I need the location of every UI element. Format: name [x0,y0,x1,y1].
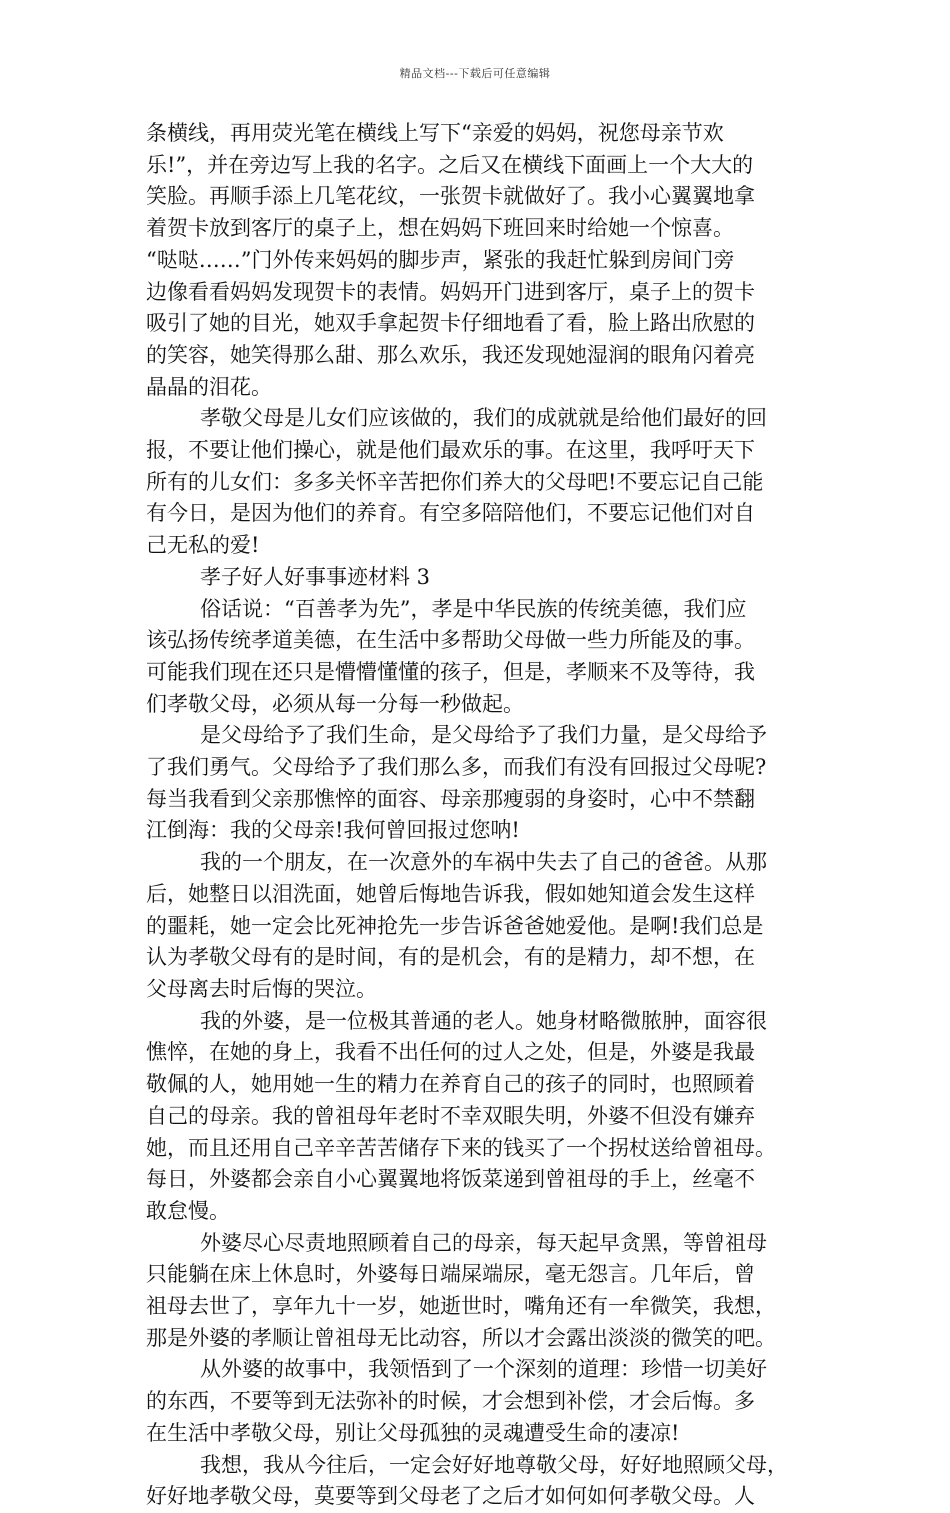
text-line: 在生活中孝敬父母，别让父母孤独的灵魂遭受生命的凄凉! [146,1420,680,1445]
text-line: 认为孝敬父母有的是时间，有的是机会，有的是精力，却不想，在 [146,945,755,970]
paragraph-first-line: 俗话说：“百善孝为先”，孝是中华民族的传统美德，我们应 [200,596,747,621]
text-line: 着贺卡放到客厅的桌子上，想在妈妈下班回来时给她一个惊喜。 [146,216,734,241]
text-line: 她，而且还用自己辛辛苦苦储存下来的钱买了一个拐杖送给曾祖母。 [146,1135,776,1160]
text-line: 每当我看到父亲那憔悴的面容、母亲那瘦弱的身姿时，心中不禁翻 [146,786,755,811]
text-line: 乐!”，并在旁边写上我的名字。之后又在横线下面画上一个大大的 [146,152,754,177]
text-line: 了我们勇气。父母给予了我们那么多，而我们有没有回报过父母呢? [146,755,767,780]
text-line: 有今日，是因为他们的养育。有空多陪陪他们，不要忘记他们对自 [146,501,755,526]
text-line: 祖母去世了，享年九十一岁，她逝世时，嘴角还有一牟微笑，我想， [146,1294,776,1319]
text-line: 的噩耗，她一定会比死神抢先一步告诉爸爸她爱他。是啊!我们总是 [146,913,764,938]
page-header: 精品文档---下载后可任意编辑 [399,67,551,80]
text-line: 晶晶的泪花。 [146,374,272,399]
document-body [146,118,826,1513]
text-line: 江倒海：我的父母亲!我何曾回报过您呐! [146,818,520,843]
text-line: 边像看看妈妈发现贺卡的表情。妈妈开门进到客厅，桌子上的贺卡 [146,279,755,304]
text-line: 吸引了她的目光，她双手拿起贺卡仔细地看了看，脸上路出欣慰的 [146,311,755,336]
text-line: 好好地孝敬父母，莫要等到父母老了之后才如何如何孝敬父母。人 [146,1484,755,1509]
paragraph-first-line: 从外婆的故事中，我领悟到了一个深刻的道理：珍惜一切美好 [200,1357,767,1382]
paragraph-first-line: 孝敬父母是儿女们应该做的，我们的成就就是给他们最好的回 [200,406,767,431]
paragraph-first-line: 我想，我从今往后，一定会好好地尊敬父母，好好地照顾父母， [200,1452,788,1477]
text-line: 自己的母亲。我的曾祖母年老时不幸双眼失明，外婆不但没有嫌弃 [146,1103,755,1128]
text-line: 后，她整日以泪洗面，她曾后悔地告诉我，假如她知道会发生这样 [146,881,755,906]
text-line: 父母离去时后悔的哭泣。 [146,976,377,1001]
paragraph-first-line: 孝子好人好事事迹材料 3 [200,564,431,589]
text-line: 每日，外婆都会亲自小心翼翼地将饭菜递到曾祖母的手上，丝毫不 [146,1167,755,1192]
text-line: 们孝敬父母，必须从每一分每一秒做起。 [146,691,524,716]
text-line: 敬佩的人，她用她一生的精力在养育自己的孩子的同时，也照顾着 [146,1072,755,1097]
paragraph-first-line: 是父母给予了我们生命，是父母给予了我们力量，是父母给予 [200,723,767,748]
text-line: 憔悴，在她的身上，我看不出任何的过人之处，但是，外婆是我最 [146,1040,755,1065]
text-line: 只能躺在床上休息时，外婆每日端屎端尿，毫无怨言。几年后，曾 [146,1262,755,1287]
text-line: 敢怠慢。 [146,1198,230,1223]
paragraph-first-line: 我的外婆，是一位极其普通的老人。她身材略微脓肿，面容很 [200,1008,767,1033]
text-line: 可能我们现在还只是懵懵懂懂的孩子，但是，孝顺来不及等待，我 [146,659,755,684]
paragraph-first-line: 外婆尽心尽责地照顾着自己的母亲，每天起早贪黑，等曾祖母 [200,1230,767,1255]
text-line: 笑脸。再顺手添上几笔花纹，一张贺卡就做好了。我小心翼翼地拿 [146,184,755,209]
text-line: 的东西，不要等到无法弥补的时候，才会想到补偿，才会后悔。多 [146,1389,755,1414]
text-line: 的笑容，她笑得那么甜、那么欢乐，我还发现她湿润的眼角闪着亮 [146,342,755,367]
text-line: 所有的儿女们：多多关怀辛苦把你们养大的父母吧!不要忘记自己能 [146,469,764,494]
text-line: 报，不要让他们操心，就是他们最欢乐的事。在这里，我呼吁天下 [146,438,755,463]
text-line: 那是外婆的孝顺让曾祖母无比动容，所以才会露出淡淡的微笑的吧。 [146,1325,776,1350]
text-line: 条横线，再用荧光笔在横线上写下“亲爱的妈妈，祝您母亲节欢 [146,121,724,145]
text-line: “哒哒……”门外传来妈妈的脚步声，紧张的我赶忙躲到房间门旁 [146,247,735,272]
text-line: 该弘扬传统孝道美德，在生活中多帮助父母做一些力所能及的事。 [146,628,755,653]
paragraph-first-line: 我的一个朋友，在一次意外的车祸中失去了自己的爸爸。从那 [200,850,767,875]
text-line: 己无私的爱! [146,533,260,558]
